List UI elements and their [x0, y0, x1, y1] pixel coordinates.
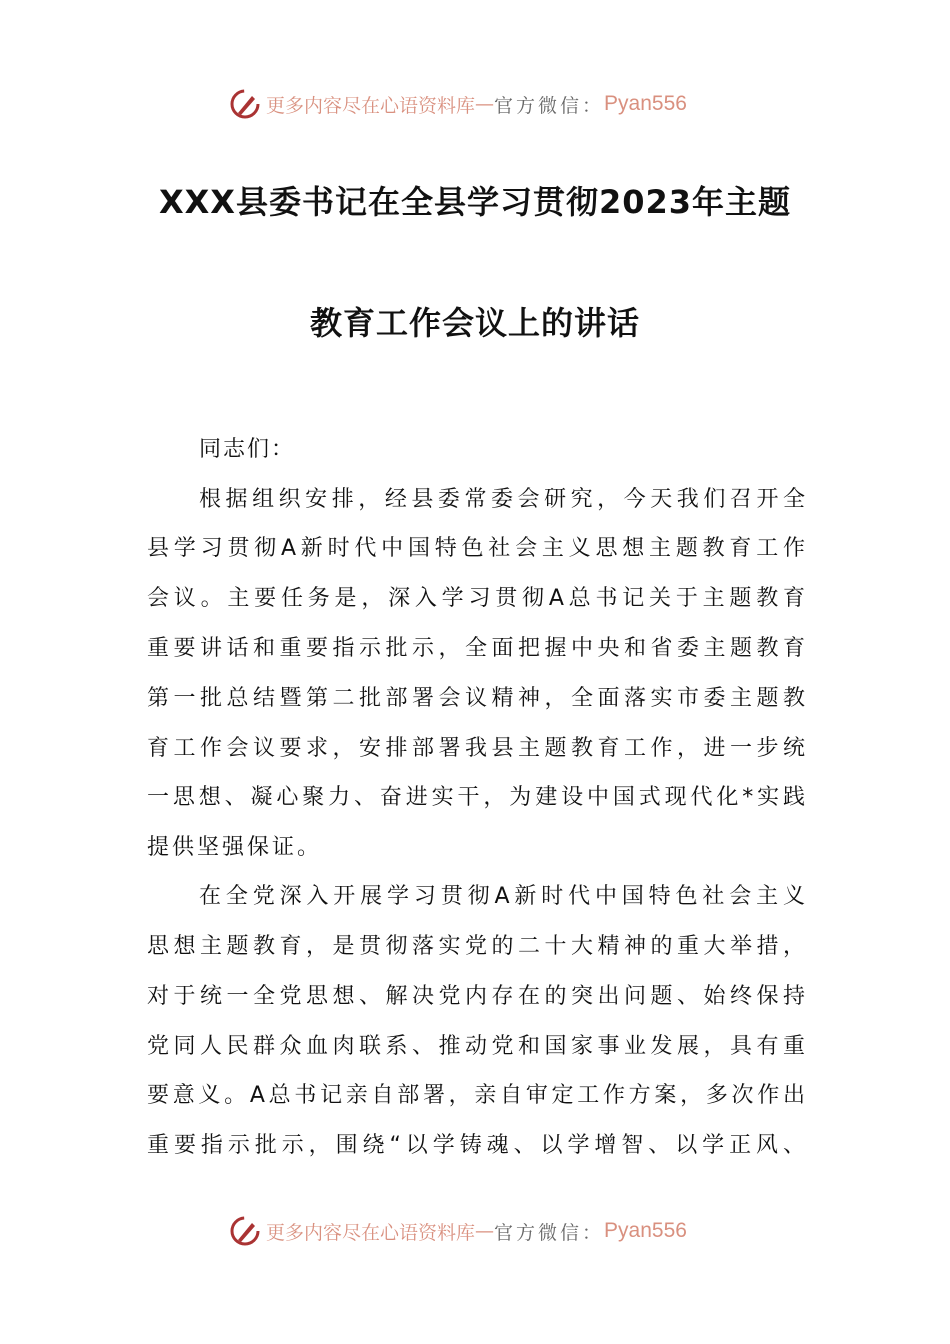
document-title-line1: XXX县委书记在全县学习贯彻2023年主题	[158, 183, 792, 221]
paragraph-line: 根据组织安排，经县委常委会研究，今天我们召开全	[199, 487, 805, 512]
watermark-site-text: 更多内容尽在心语资料库	[266, 94, 476, 117]
document-title-line2: 教育工作会议上的讲话	[309, 304, 640, 342]
watermark-header	[228, 84, 687, 124]
paragraph-line: 思想主题教育，是贯彻落实党的二十大精神的重大举措，	[147, 934, 805, 959]
watermark-site-text: 更多内容尽在心语资料库	[266, 1221, 476, 1244]
salutation: 同志们：	[199, 437, 296, 462]
paragraph-line: 县学习贯彻A新时代中国特色社会主义思想主题教育工作	[147, 536, 805, 561]
paragraph-line: 对于统一全党思想、解决党内存在的突出问题、始终保持	[147, 984, 805, 1009]
watermark-wechat-label: 官方微信：	[494, 94, 605, 117]
watermark-dash: —	[475, 93, 495, 115]
paragraph-line: 育工作会议要求，安排部署我县主题教育工作，进一步统	[147, 736, 805, 761]
paragraph-line: 一思想、凝心聚力、奋进实干，为建设中国式现代化*实践	[147, 785, 805, 810]
paragraph-line: 在全党深入开展学习贯彻A新时代中国特色社会主义	[199, 884, 805, 909]
paragraph-line: 要意义。A总书记亲自部署，亲自审定工作方案，多次作出	[147, 1083, 805, 1108]
paragraph-line: 提供坚强保证。	[147, 835, 323, 860]
paragraph-line: 重要指示批示，围绕“以学铸魂、以学增智、以学正风、	[147, 1133, 805, 1158]
watermark-dash: —	[475, 1220, 495, 1242]
pen-logo-icon	[228, 1214, 262, 1248]
paragraph-line: 第一批总结暨第二批部署会议精神，全面落实市委主题教	[147, 686, 805, 711]
paragraph-line: 党同人民群众血肉联系、推动党和国家事业发展，具有重	[147, 1034, 805, 1059]
watermark-footer	[228, 1211, 687, 1251]
pen-logo-icon	[228, 87, 262, 121]
watermark-wechat-label: 官方微信：	[494, 1221, 605, 1244]
watermark-wechat-id: Pyan556	[604, 92, 687, 115]
watermark-wechat-id: Pyan556	[604, 1219, 687, 1242]
paragraph-line: 重要讲话和重要指示批示，全面把握中央和省委主题教育	[147, 636, 805, 661]
paragraph-line: 会议。主要任务是，深入学习贯彻A总书记关于主题教育	[147, 586, 805, 611]
